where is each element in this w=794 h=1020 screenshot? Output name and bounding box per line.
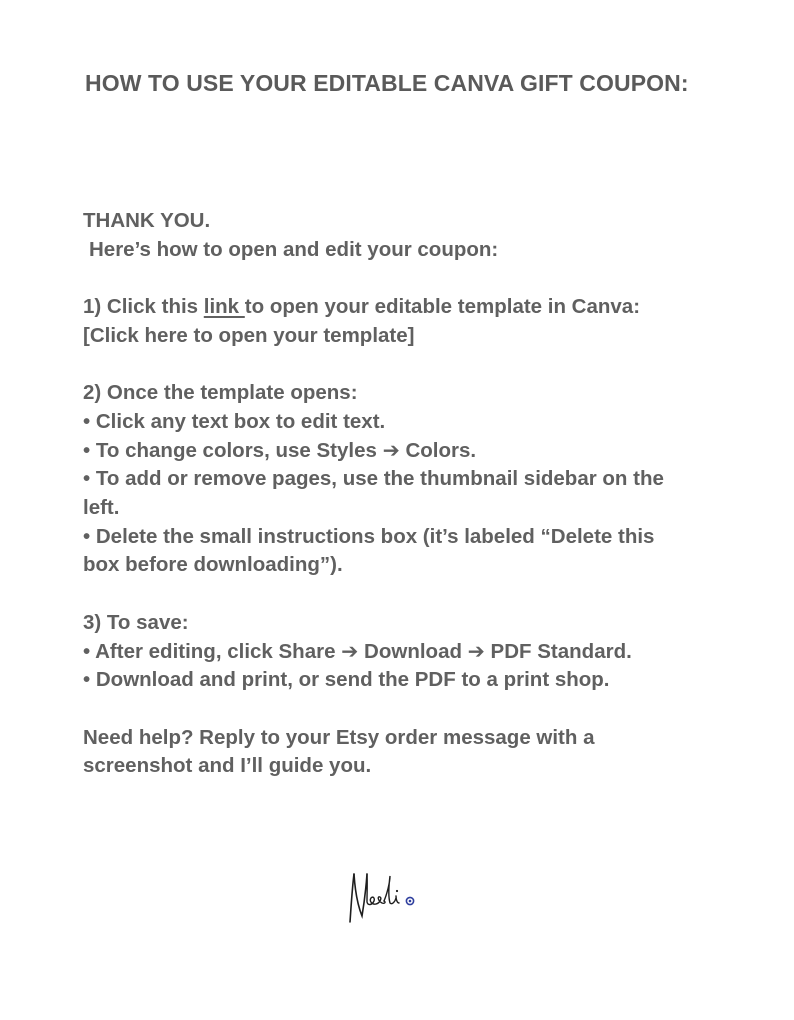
nesli-signature [340,868,430,930]
step-2-bullet-continued: box before downloading”). [83,553,343,577]
spacer [83,264,723,293]
step-2-bullet-continued: left. [83,496,120,519]
thank-you-heading: THANK YOU. [83,209,211,232]
step-3-bullet: • After editing, click Share ➔ Download ➔ PDF Standard. [83,639,632,663]
step-2-heading: 2) Once the template opens: [83,381,358,405]
step-3-bullet: • Download and print, or send the PDF to a print shop. [83,668,610,692]
step-2-bullet: • To add or remove pages, use the thumbnail sidebar on the [83,467,664,491]
page-title: HOW TO USE YOUR EDITABLE CANVA GIFT COUPON: [85,70,689,96]
instructions-body [83,207,723,781]
step-2-bullet: • To change colors, use Styles ➔ Colors. [83,438,477,462]
open-template-link[interactable]: [Click here to open your template] [83,323,415,347]
spacer [83,580,723,609]
template-link[interactable]: link [203,295,245,319]
step-1-suffix: to open your editable template in Canva: [244,295,641,319]
step-2-bullet: • Delete the small instructions box (it’s labeled “Delete this [83,524,655,548]
spacer [83,695,723,724]
help-text: Need help? Reply to your Etsy order message with a [83,725,595,749]
step-1-prefix: 1) Click this [83,295,204,319]
step-2-bullet: • Click any text box to edit text. [83,409,386,433]
step-3-heading: 3) To save: [83,610,189,634]
spacer [83,351,723,380]
help-text-continued: screenshot and I’ll guide you. [83,754,372,778]
step-1-line [83,293,723,322]
intro-subtitle: Here’s how to open and edit your coupon: [89,237,499,261]
